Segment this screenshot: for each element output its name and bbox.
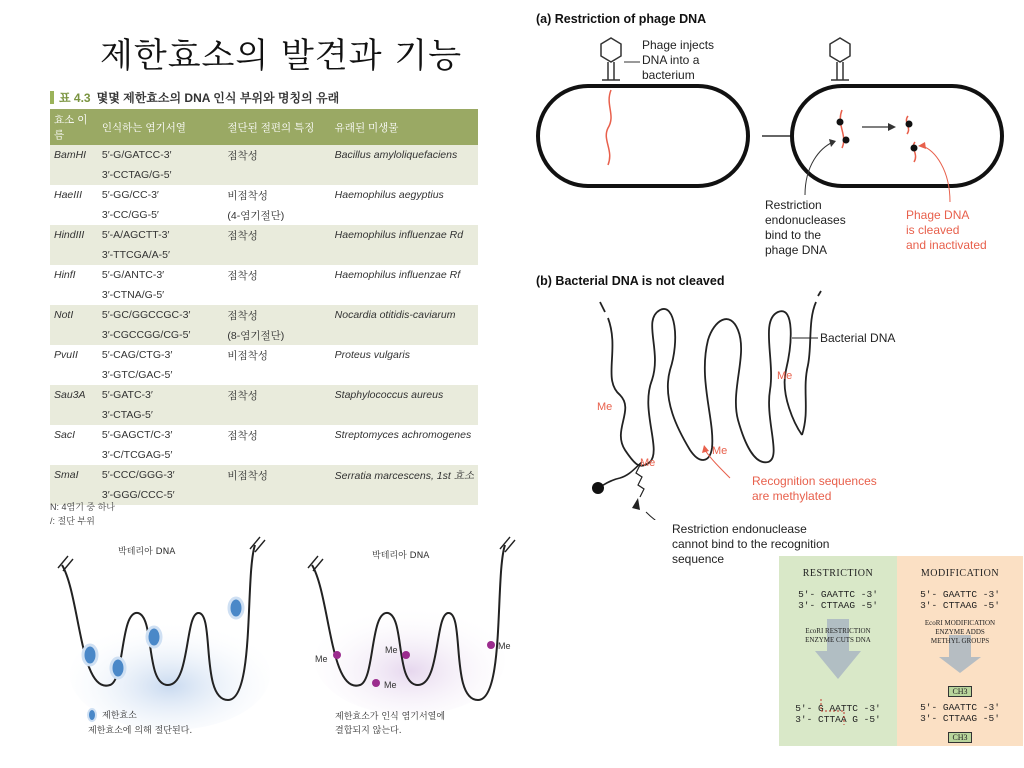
restriction-cut-sequence (779, 703, 897, 725)
enzyme-name-cell: HinfI (54, 269, 76, 281)
caption-bar (50, 91, 54, 104)
end-type-note-cell (223, 445, 330, 465)
table-row-continued (50, 405, 478, 425)
sequence-bottom-cell: 3′-CTAG-5′ (98, 405, 224, 425)
note-n: N: 4염기 중 하나 (50, 502, 115, 512)
sequence-top-cell: 5′-GC/GGCCGC-3′ (98, 305, 224, 325)
blank-cell (50, 245, 98, 265)
blank-cell (331, 485, 478, 505)
enzyme-name-cell: HindIII (50, 225, 98, 245)
cleaved-line-3: and inactivated (906, 238, 987, 252)
table-row (50, 465, 478, 485)
endo-line-3: bind to the (765, 228, 822, 242)
restriction-arrow-area (779, 617, 897, 683)
bacterial-dna-tail (802, 302, 816, 435)
me-label-2: Me (384, 680, 397, 690)
blank-cell (331, 245, 478, 265)
end-type-cell: 점착성 (227, 429, 258, 442)
figure-a-heading: (a) Restriction of phage DNA (536, 12, 707, 26)
restriction-cut-bottom: 3'- CTTAA G -5' (795, 714, 881, 725)
sequence-bottom-cell: 3′-CC/GG-5′ (101, 209, 159, 221)
organism-cell: Serratia marcescens, 1st 효소 (331, 465, 478, 485)
table-row-continued (50, 365, 478, 385)
sequence-top-cell: 5′-CAG/CTG-3′ (101, 349, 173, 361)
end-type-note-cell (223, 485, 330, 505)
table-row-continued (50, 285, 478, 305)
figure-b-heading: (b) Bacterial DNA is not cleaved (536, 274, 725, 288)
organism-cell: Staphylococcus aureus (331, 385, 478, 405)
endo-line-2: endonucleases (765, 213, 846, 227)
header-organism: 유래된 미생물 (331, 109, 478, 145)
sequence-bottom-cell: 3′-CTNA/G-5′ (101, 289, 165, 301)
me-b-2: Me (597, 401, 613, 413)
modification-title: MODIFICATION (920, 568, 1000, 579)
modification-seq-top: 5'- GAATTC -3' (920, 589, 1000, 600)
modification-panel (897, 556, 1023, 746)
blank-cell (50, 205, 98, 225)
cannot-line-3: sequence (672, 552, 725, 566)
modification-note-2: ENZYME ADDS (935, 628, 985, 636)
phage-injects-line-2: DNA into a (642, 53, 700, 67)
header-enzyme: 효소 이름 (50, 109, 98, 145)
table-number: 표 4.3 (59, 91, 91, 105)
note-slash: /: 절단 부위 (50, 516, 95, 526)
korean-figure-methylated (300, 535, 530, 740)
table-row (50, 305, 478, 325)
glow-area (70, 620, 270, 730)
phage-left-icon (601, 38, 621, 80)
me-label-4: Me (498, 641, 511, 651)
strand-break-left-methyl (308, 556, 323, 571)
endo-line-1: Restriction (765, 198, 822, 212)
table-row-continued (50, 325, 478, 345)
end-type-cell: 점착성 (227, 269, 258, 282)
modification-note-3: METHYL GROUPS (930, 637, 990, 645)
end-type-cell: 점착성 (223, 145, 330, 165)
enzyme-name-cell: SacI (54, 429, 76, 441)
sequence-top-cell: 5′-GAGCT/C-3′ (101, 429, 173, 441)
phage-injects-line-1: Phage injects (642, 38, 715, 52)
legend-enzyme-icon (88, 709, 96, 721)
table-row-continued (50, 165, 478, 185)
organism-cell: Proteus vulgaris (334, 349, 410, 361)
blank-cell (50, 325, 98, 345)
sequence-bottom-cell: 3′-GTC/GAC-5′ (101, 369, 173, 381)
organism-cell: Streptomyces achromogenes (334, 429, 472, 441)
ch3-top-wrap (897, 681, 1023, 699)
cannot-line-1: Restriction endonuclease (672, 522, 807, 536)
me-b-1: Me (777, 370, 793, 382)
enzyme-zigzag (636, 465, 644, 497)
korean-figure-cut (50, 535, 290, 740)
end-type-cell: 비점착성 (227, 349, 268, 362)
strand-break-right-methyl (500, 537, 515, 552)
sequence-bottom-cell: 3′-GGG/CCC-5′ (98, 485, 224, 505)
table-row (50, 185, 478, 205)
modification-arrow-area (897, 617, 1023, 673)
endonuclease-dot-3 (906, 121, 913, 128)
dna-dash (818, 290, 824, 296)
bacterial-dna-label: Bacterial DNA (820, 331, 896, 345)
end-type-cell: 점착성 (223, 305, 330, 325)
me-b-3: Me (640, 457, 656, 469)
table-row-continued (50, 245, 478, 265)
restriction-note-2: ENZYME CUTS DNA (805, 636, 871, 644)
restriction-seq-bottom: 3'- CTTAAG -5' (798, 600, 878, 611)
blank-cell (50, 285, 98, 305)
bacterium-left (538, 86, 748, 186)
end-type-note-cell (223, 165, 330, 185)
blank-cell (50, 405, 98, 425)
blank-cell (331, 365, 478, 385)
legend-enzyme: 제한효소 (102, 711, 137, 721)
endonuclease-dot-2 (843, 137, 850, 144)
me-label-3: Me (385, 645, 398, 655)
blank-cell (331, 285, 478, 305)
table-notes (50, 500, 115, 528)
end-type-note-cell (223, 285, 330, 305)
bacterial-dna-coil (600, 302, 802, 466)
header-end-type: 절단된 절편의 특징 (223, 109, 330, 145)
modification-note-1: EcoRI MODIFICATION (924, 619, 996, 627)
organism-cell: Bacillus amyloliquefaciens (331, 145, 478, 165)
cleaved-line-2: is cleaved (906, 223, 960, 237)
enzyme-arrow-head (632, 498, 640, 510)
enzyme-name-cell: BamHI (50, 145, 98, 165)
sequence-top-cell: 5′-G/ANTC-3′ (101, 269, 165, 281)
sequence-top-cell: 5′-G/GATCC-3′ (98, 145, 224, 165)
cannot-line-2: cannot bind to the recognition (672, 537, 830, 551)
table-row (50, 385, 478, 405)
organism-cell: Haemophilus influenzae Rf (334, 269, 461, 281)
table-row (50, 225, 478, 245)
methylated-line-2: are methylated (752, 489, 832, 503)
enzyme-table (50, 109, 478, 505)
legend-cut: 제한효소에 의해 절단된다. (88, 726, 193, 736)
table-row-continued (50, 205, 478, 225)
sequence-top-cell: 5′-A/AGCTT-3′ (98, 225, 224, 245)
cut-line-icon (779, 697, 897, 727)
caption-line-1: 제한효소가 인식 염기서열에 (335, 712, 446, 722)
blank-cell (331, 445, 478, 465)
restriction-enzyme-dot (592, 482, 604, 494)
end-type-cell: 점착성 (223, 225, 330, 245)
endonuclease-dot-4 (911, 145, 918, 152)
end-type-note-cell (223, 405, 330, 425)
ch3-bottom-wrap (897, 727, 1023, 745)
blank-cell (331, 325, 478, 345)
blank-cell (50, 365, 98, 385)
cannot-bind-callout (646, 512, 672, 520)
table-row (50, 345, 478, 365)
methylated-label (752, 474, 877, 504)
restriction-panel (779, 556, 897, 746)
restriction-seq-top: 5'- GAATTC -3' (798, 589, 878, 600)
sequence-top-cell: 5′-GATC-3′ (98, 385, 224, 405)
table-caption-text: 몇몇 제한효소의 DNA 인식 부위와 명칭의 유래 (96, 91, 340, 105)
phage-injects-label (642, 38, 714, 83)
cleaved-line-1: Phage DNA (906, 208, 970, 222)
end-type-note-cell: (8-염기절단) (223, 325, 330, 345)
table-row (50, 425, 478, 445)
blank-cell (331, 165, 478, 185)
slide-title: 제한효소의 발견과 기능 (100, 36, 463, 76)
me-b-4: Me (712, 445, 728, 457)
enzyme-name-cell: HaeIII (54, 189, 83, 201)
sequence-bottom-cell: 3′-CCTAG/G-5′ (98, 165, 224, 185)
header-sequence: 인식하는 염기서열 (98, 109, 224, 145)
sequence-top-cell: 5′-CCC/GGG-3′ (98, 465, 224, 485)
methylated-line-1: Recognition sequences (752, 474, 877, 488)
table-header-row (50, 109, 478, 145)
enzyme-name-cell: Sau3A (50, 385, 98, 405)
enzyme-name-cell: NotI (50, 305, 98, 325)
sequence-bottom-cell: 3′-TTCGA/A-5′ (98, 245, 224, 265)
end-type-cell: 점착성 (223, 385, 330, 405)
me-label-1: Me (315, 654, 328, 664)
blank-cell (50, 445, 98, 465)
end-type-cell: 비점착성 (223, 465, 330, 485)
strand-break-right (250, 537, 265, 552)
organism-cell: Haemophilus aegyptius (334, 189, 444, 201)
enzyme-name-cell: SmaI (50, 465, 98, 485)
modification-final-top: 5'- GAATTC -3' (920, 702, 1000, 713)
restriction-note-1: EcoRI RESTRICTION (805, 627, 871, 635)
blank-cell (50, 165, 98, 185)
table-row (50, 265, 478, 285)
right-dna-label: 박테리아 DNA (372, 551, 430, 561)
end-type-note-cell (223, 245, 330, 265)
modification-final-bottom: 3'- CTTAAG -5' (920, 713, 1000, 724)
sequence-top-cell: 5′-GG/CC-3′ (101, 189, 159, 201)
restriction-title: RESTRICTION (802, 568, 874, 579)
endo-line-4: phage DNA (765, 243, 828, 257)
end-type-note-cell (223, 365, 330, 385)
glow-area-methyl (315, 605, 505, 715)
blank-cell (331, 205, 478, 225)
organism-cell: Haemophilus influenzae Rd (331, 225, 478, 245)
cleaved-label (906, 208, 987, 253)
sequence-bottom-cell: 3′-C/TCGAG-5′ (101, 449, 173, 461)
ch3-label-bottom: CH3 (948, 732, 971, 743)
endonuclease-label (765, 198, 846, 258)
enzyme-tether (598, 462, 642, 488)
table-caption (50, 89, 339, 106)
bacterium-right (792, 86, 1002, 186)
endonuclease-dot-1 (837, 119, 844, 126)
end-type-cell: 비점착성 (227, 189, 268, 202)
end-type-note-cell: (4-염기절단) (227, 209, 285, 222)
sequence-bottom-cell: 3′-CGCCGG/CG-5′ (98, 325, 224, 345)
blank-cell (331, 405, 478, 425)
phage-injects-line-3: bacterium (642, 68, 695, 82)
restriction-cut-top: 5'- G AATTC -3' (795, 703, 881, 714)
organism-cell: Nocardia otitidis-caviarum (331, 305, 478, 325)
phage-right-icon (830, 38, 850, 80)
table-row (50, 145, 478, 165)
caption-line-2: 결합되지 않는다. (335, 726, 402, 736)
ch3-label-top: CH3 (948, 686, 971, 697)
modification-seq-bottom: 3'- CTTAAG -5' (920, 600, 1000, 611)
table-row-continued (50, 445, 478, 465)
table-body (50, 145, 478, 505)
enzyme-name-cell: PvuII (54, 349, 78, 361)
left-dna-label: 박테리아 DNA (118, 547, 176, 557)
strand-break-left (58, 556, 73, 571)
methylated-callout-head (702, 445, 709, 453)
